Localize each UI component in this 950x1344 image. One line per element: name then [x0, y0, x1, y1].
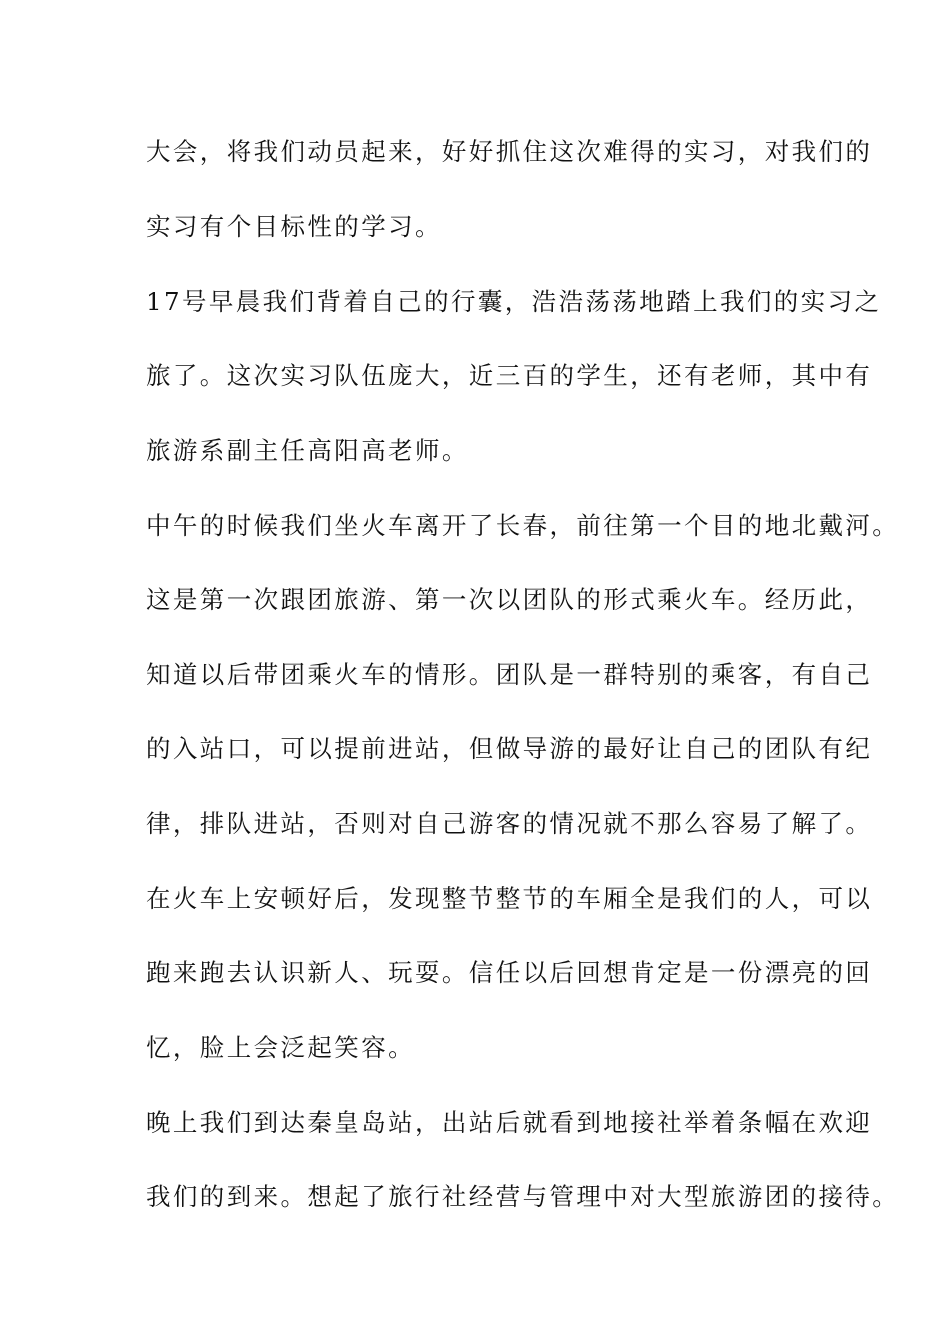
text-line: 律，排队进站，否则对自己游客的情况就不那么容易了解了。 [146, 809, 873, 838]
text-line: 在火车上安顿好后，发现整节整节的车厢全是我们的人，可以 [146, 884, 873, 913]
text-line: 大会，将我们动员起来，好好抓住这次难得的实习，对我们的 [146, 137, 873, 166]
text-line: 17号早晨我们背着自己的行囊，浩浩荡荡地踏上我们的实习之 [146, 287, 882, 316]
text-line: 这是第一次跟团旅游、第一次以团队的形式乘火车。经历此， [146, 585, 873, 614]
text-line: 跑来跑去认识新人、玩耍。信任以后回想肯定是一份漂亮的回 [146, 958, 873, 987]
text-line: 晚上我们到达秦皇岛站，出站后就看到地接社举着条幅在欢迎 [146, 1108, 873, 1137]
text-line: 旅游系副主任高阳高老师。 [146, 436, 469, 465]
text-line: 忆，脸上会泛起笑容。 [146, 1033, 415, 1062]
text-line: 中午的时候我们坐火车离开了长春，前往第一个目的地北戴河。 [146, 511, 900, 540]
text-line: 的入站口，可以提前进站，但做导游的最好让自己的团队有纪 [146, 734, 873, 763]
text-line: 我们的到来。想起了旅行社经营与管理中对大型旅游团的接待。 [146, 1182, 900, 1211]
text-line: 实习有个目标性的学习。 [146, 212, 442, 241]
text-line: 旅了。这次实习队伍庞大，近三百的学生，还有老师，其中有 [146, 361, 873, 390]
text-line: 知道以后带团乘火车的情形。团队是一群特别的乘客，有自己 [146, 660, 873, 689]
